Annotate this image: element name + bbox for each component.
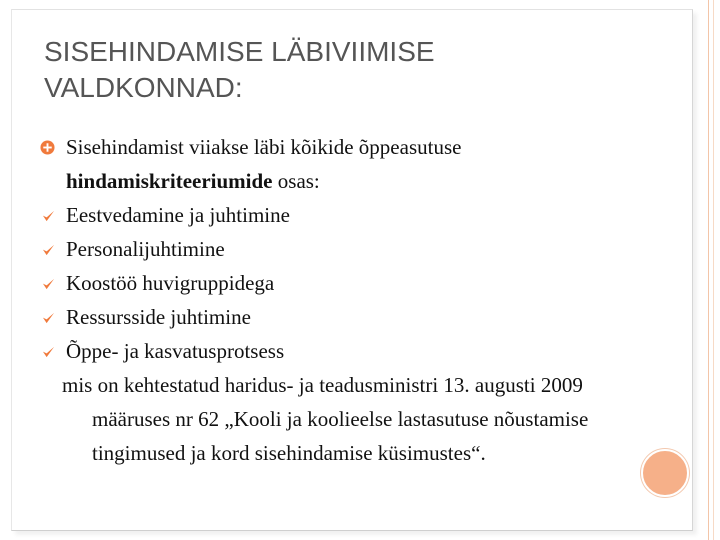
check-icon bbox=[40, 300, 62, 334]
list-item bbox=[40, 232, 650, 266]
intro-text bbox=[66, 130, 461, 198]
footnote-text: mis on kehtestatud haridus- ja teadusministri 13. augusti 2009 määruses nr 62 „Kooli ja koolieelse lastasutuse nõustamise tingimused ja kord sisehindamise küsimustes“. bbox=[62, 373, 589, 465]
slide-title bbox=[44, 34, 644, 106]
list-item-text: Ressursside juhtimine bbox=[66, 305, 251, 329]
list-item bbox=[40, 300, 650, 334]
list-item bbox=[40, 198, 650, 232]
slide-body bbox=[40, 130, 650, 470]
right-decorative-rule bbox=[700, 0, 720, 540]
list-item bbox=[40, 334, 650, 368]
list-item-text: Õppe- ja kasvatusprotsess bbox=[66, 339, 285, 363]
check-icon bbox=[40, 334, 62, 368]
intro-text-line1: Sisehindamist viiakse läbi kõikide õppeasutuse bbox=[66, 135, 462, 159]
list-item bbox=[40, 266, 650, 300]
check-icon bbox=[40, 266, 62, 300]
check-icon bbox=[40, 232, 62, 266]
title-line-2: VALDKONNAD: bbox=[44, 72, 243, 103]
list-item-text: Personalijuhtimine bbox=[66, 237, 225, 261]
intro-text-post: osas: bbox=[272, 169, 320, 193]
intro-text-bold: hindamiskriteeriumide bbox=[66, 169, 273, 193]
plus-circle-icon bbox=[40, 130, 62, 164]
list-item-text: Koostöö huvigruppidega bbox=[66, 271, 275, 295]
check-icon bbox=[40, 198, 62, 232]
intro-item bbox=[40, 130, 650, 198]
list-item-text: Eestvedamine ja juhtimine bbox=[66, 203, 290, 227]
title-line-1: SISEHINDAMISE LÄBIVIIMISE bbox=[44, 36, 435, 67]
